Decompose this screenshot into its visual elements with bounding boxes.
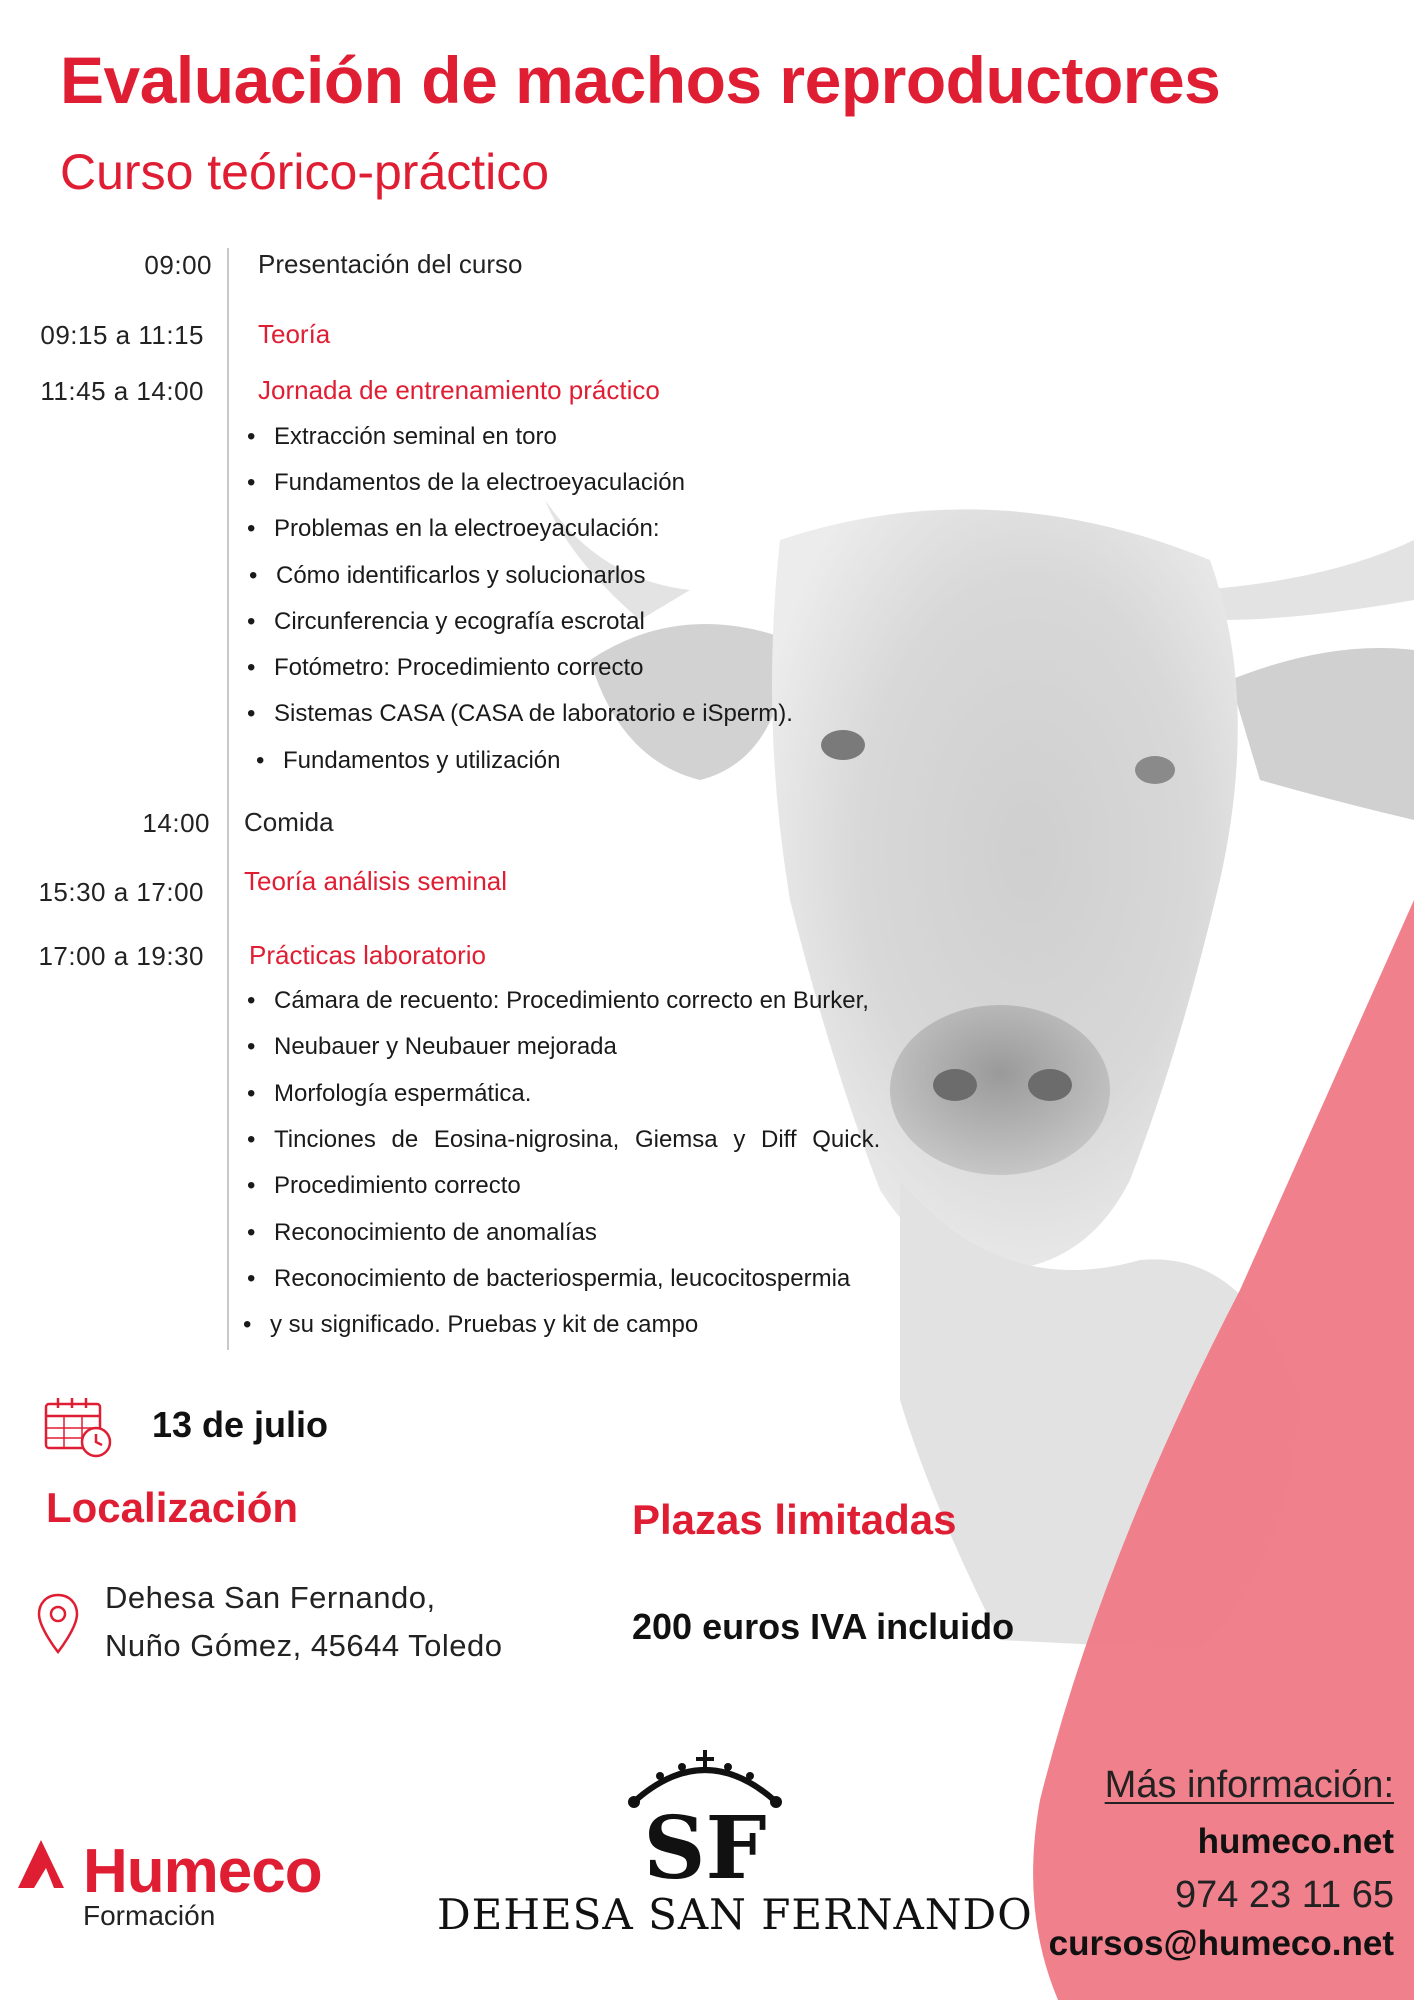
- contact-heading: Más información:: [1104, 1764, 1394, 1806]
- list-item: • Reconocimiento de bacteriospermia, leucocitospermia: [274, 1265, 850, 1293]
- location-heading: Localización: [46, 1484, 299, 1531]
- schedule-time: 11:45 a 14:00: [40, 376, 204, 406]
- address-line: Dehesa San Fernando,: [105, 1580, 436, 1615]
- list-item: • Circunferencia y ecografía escrotal: [274, 608, 645, 636]
- list-item-continuation: • Fundamentos y utilización: [283, 747, 560, 775]
- list-item: • Sistemas CASA (CASA de laboratorio e iSperm).: [274, 700, 793, 728]
- list-item-continuation: • y su significado. Pruebas y kit de campo: [270, 1311, 698, 1339]
- list-item: • Reconocimiento de anomalías: [274, 1219, 597, 1247]
- places-heading: Plazas limitadas: [632, 1496, 957, 1543]
- schedule-time: 09:15 a 11:15: [40, 320, 204, 350]
- list-item-continuation: • Procedimiento correcto: [274, 1172, 521, 1200]
- schedule-activity: Jornada de entrenamiento práctico: [258, 375, 660, 405]
- sf-logo: [620, 1750, 790, 1885]
- schedule-time: 15:30 a 17:00: [38, 877, 204, 907]
- list-item: • Fotómetro: Procedimiento correcto: [274, 654, 643, 682]
- humeco-logo-sub: Formación: [83, 1900, 216, 1931]
- list-item-continuation: • Neubauer y Neubauer mejorada: [274, 1033, 617, 1061]
- page-subtitle: Curso teórico-práctico: [60, 144, 550, 200]
- list-item: • Fundamentos de la electroeyaculación: [274, 469, 685, 497]
- contact-email[interactable]: cursos@humeco.net: [1048, 1924, 1394, 1963]
- calendar-clock-icon: [44, 1396, 114, 1458]
- contact-website[interactable]: humeco.net: [1197, 1822, 1394, 1861]
- contact-phone[interactable]: 974 23 11 65: [1174, 1874, 1394, 1916]
- sf-name: DEHESA SAN FERNANDO: [437, 1890, 1033, 1939]
- list-item: • Morfología espermática.: [274, 1080, 531, 1108]
- list-item: • Tinciones de Eosina-nigrosina, Giemsa y Diff Quick.: [274, 1126, 880, 1154]
- timeline-divider: [227, 248, 229, 1350]
- schedule-activity: Teoría análisis seminal: [244, 866, 508, 896]
- list-item: • Cámara de recuento: Procedimiento correcto en Burker,: [274, 987, 869, 1015]
- schedule-activity: Presentación del curso: [258, 249, 523, 279]
- schedule-time: 14:00: [142, 808, 210, 838]
- schedule-time: 09:00: [144, 250, 212, 280]
- humeco-logo-name: Humeco: [83, 1837, 322, 1906]
- event-date: 13 de julio: [152, 1404, 329, 1445]
- page-title: Evaluación de machos reproductores: [60, 43, 1221, 117]
- price: 200 euros IVA incluido: [632, 1606, 1015, 1647]
- address-line: Nuño Gómez, 45644 Toledo: [105, 1628, 503, 1663]
- humeco-logo-icon: [16, 1838, 66, 1890]
- list-item: • Problemas en la electroeyaculación:: [274, 515, 660, 543]
- list-item-continuation: • Cómo identificarlos y solucionarlos: [276, 562, 646, 590]
- schedule-activity: Prácticas laboratorio: [249, 940, 486, 970]
- list-item: • Extracción seminal en toro: [274, 423, 557, 451]
- map-pin-icon: [36, 1592, 80, 1656]
- schedule-activity: Comida: [244, 807, 334, 837]
- schedule-activity: Teoría: [258, 319, 331, 349]
- schedule-time: 17:00 a 19:30: [38, 941, 204, 971]
- sf-monogram: SF: [643, 1798, 767, 1885]
